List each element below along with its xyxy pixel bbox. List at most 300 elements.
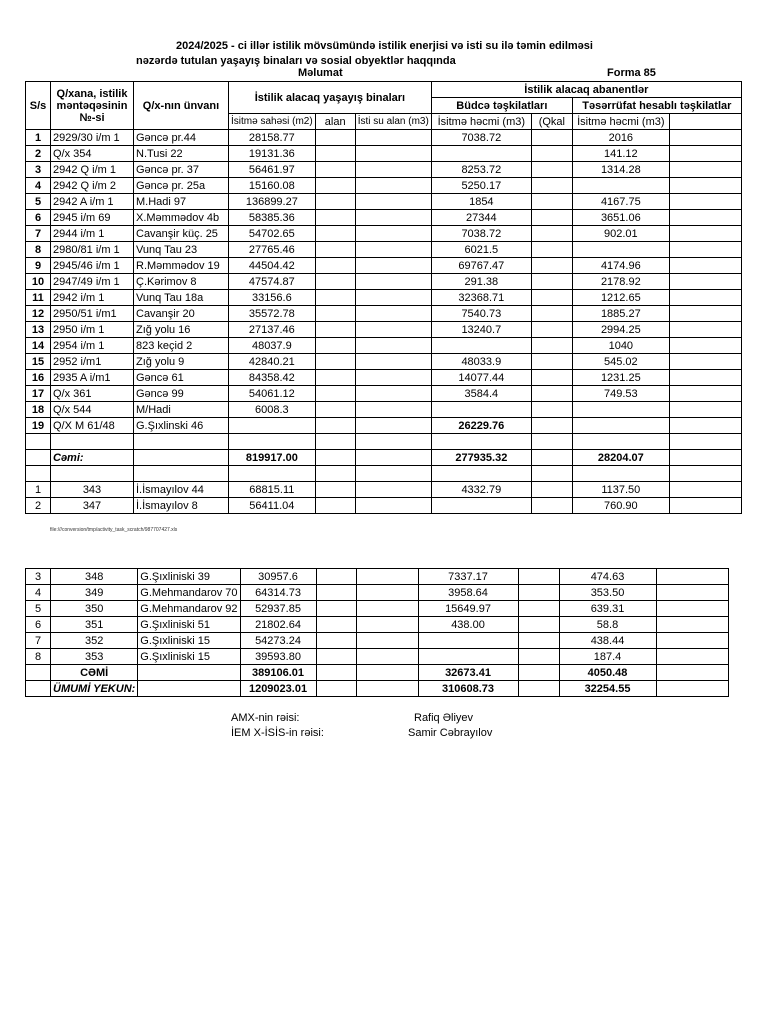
table-cell	[656, 601, 728, 617]
table-cell: Ç.Kərimov 8	[134, 274, 229, 290]
table-cell: Gəncə pr. 37	[134, 162, 229, 178]
table-cell	[229, 434, 316, 450]
table-cell	[431, 466, 531, 482]
table-cell: 4174.96	[572, 258, 669, 274]
table-cell: 2	[26, 146, 51, 162]
table-cell	[531, 354, 572, 370]
header-isti-su: İsti su alan (m3)	[355, 114, 431, 130]
table-cell: 58385.36	[229, 210, 316, 226]
table-cell	[669, 386, 741, 402]
table-cell: 349	[51, 585, 138, 601]
table-cell	[134, 450, 229, 466]
table-cell	[315, 402, 355, 418]
table-cell: G.Şıxliniski 15	[138, 633, 240, 649]
table-row	[26, 482, 742, 498]
table-cell	[531, 210, 572, 226]
second-table	[25, 568, 729, 697]
table-cell	[315, 466, 355, 482]
table-cell: 4050.48	[559, 665, 656, 681]
table-cell	[315, 450, 355, 466]
header-sahe: İsitmə sahəsi (m2)	[229, 114, 316, 130]
table-cell	[355, 210, 431, 226]
table-cell	[316, 649, 356, 665]
table-cell	[669, 338, 741, 354]
table-cell	[134, 466, 229, 482]
table-cell	[531, 466, 572, 482]
table-cell: 64314.73	[240, 585, 316, 601]
table-cell	[315, 258, 355, 274]
table-cell	[531, 306, 572, 322]
table-cell: 47574.87	[229, 274, 316, 290]
table-cell	[531, 290, 572, 306]
main-table	[25, 81, 742, 514]
amx-label: AMX-nin rəisi:	[231, 712, 300, 724]
table-cell: 48033.9	[431, 354, 531, 370]
table-cell: 1854	[431, 194, 531, 210]
table-row	[26, 418, 742, 434]
table-cell: Vunq Tau 18a	[134, 290, 229, 306]
table-cell	[669, 434, 741, 450]
table-cell: 343	[51, 482, 134, 498]
table-cell	[531, 322, 572, 338]
table-cell: 28204.07	[572, 450, 669, 466]
table-cell	[669, 482, 741, 498]
table-cell	[531, 402, 572, 418]
table-cell	[669, 354, 741, 370]
table-cell: 823 keçid 2	[134, 338, 229, 354]
table-cell: 389106.01	[240, 665, 316, 681]
table-cell: 5	[26, 194, 51, 210]
table-cell	[531, 498, 572, 514]
table-row	[26, 569, 729, 585]
table-cell	[355, 130, 431, 146]
table-cell: 310608.73	[418, 681, 518, 697]
table-cell: 350	[51, 601, 138, 617]
table-cell	[315, 434, 355, 450]
table-cell	[669, 290, 741, 306]
table-cell: X.Məmmədov 4b	[134, 210, 229, 226]
table-cell: 21802.64	[240, 617, 316, 633]
table-cell: Cavanşir 20	[134, 306, 229, 322]
table-cell: 54702.65	[229, 226, 316, 242]
table-cell	[316, 585, 356, 601]
table-cell: G.Mehmandarov 92	[138, 601, 240, 617]
table-cell	[315, 306, 355, 322]
table-cell	[669, 370, 741, 386]
table-cell	[315, 162, 355, 178]
table-cell: 1231.25	[572, 370, 669, 386]
table-cell: 30957.6	[240, 569, 316, 585]
table-cell: Q/x 361	[51, 386, 134, 402]
table-cell: 13240.7	[431, 322, 531, 338]
table-cell: 1137.50	[572, 482, 669, 498]
table-cell	[356, 681, 418, 697]
table-cell	[355, 306, 431, 322]
table-cell: 19	[26, 418, 51, 434]
table-cell	[531, 258, 572, 274]
forma-label: Forma 85	[607, 67, 656, 79]
table-cell: 2935 A i/m1	[51, 370, 134, 386]
table-cell	[355, 434, 431, 450]
table-cell	[315, 210, 355, 226]
table-cell	[356, 601, 418, 617]
table-cell	[518, 665, 559, 681]
table-cell: 8	[26, 242, 51, 258]
table-cell: 54061.12	[229, 386, 316, 402]
table-cell	[669, 466, 741, 482]
table-cell	[355, 386, 431, 402]
file-path: file:///conversion/tmp/activity_task_scratch/987707427.xls	[50, 527, 178, 533]
empty-row	[26, 466, 742, 482]
table-cell	[355, 354, 431, 370]
table-cell	[356, 569, 418, 585]
table-cell	[418, 633, 518, 649]
table-cell	[531, 482, 572, 498]
table-cell: 2950/51 i/m1	[51, 306, 134, 322]
header-empty	[669, 114, 741, 130]
table-cell: 8253.72	[431, 162, 531, 178]
table-cell	[531, 338, 572, 354]
table-cell: 33156.6	[229, 290, 316, 306]
table-cell	[531, 274, 572, 290]
table-cell: Q/X M 61/48	[51, 418, 134, 434]
table-cell: 2942 Q i/m 2	[51, 178, 134, 194]
table-cell	[669, 242, 741, 258]
table-cell	[656, 665, 728, 681]
table-cell	[355, 418, 431, 434]
table-cell	[431, 338, 531, 354]
header-ss: S/s	[26, 82, 51, 130]
table-cell: Gəncə pr. 25a	[134, 178, 229, 194]
table-cell: 2947/49 i/m 1	[51, 274, 134, 290]
table-cell: 291.38	[431, 274, 531, 290]
table-cell: 2980/81 i/m 1	[51, 242, 134, 258]
empty-row	[26, 434, 742, 450]
table-row	[26, 162, 742, 178]
table-cell	[26, 681, 51, 697]
table-cell	[315, 482, 355, 498]
table-cell	[669, 402, 741, 418]
table-cell	[315, 418, 355, 434]
table-cell	[355, 162, 431, 178]
table-cell: 54273.24	[240, 633, 316, 649]
table-cell: 1314.28	[572, 162, 669, 178]
table-cell	[355, 274, 431, 290]
table-cell: 27137.46	[229, 322, 316, 338]
table-cell: 42840.21	[229, 354, 316, 370]
table-row	[26, 354, 742, 370]
table-cell: 347	[51, 498, 134, 514]
table-cell: 353.50	[559, 585, 656, 601]
table-cell: 15649.97	[418, 601, 518, 617]
table-cell	[531, 434, 572, 450]
table-cell	[26, 434, 51, 450]
table-row	[26, 386, 742, 402]
table-cell: 2950 i/m 1	[51, 322, 134, 338]
header-alan: alan	[315, 114, 355, 130]
table-cell	[431, 402, 531, 418]
table-row	[26, 370, 742, 386]
table-cell	[669, 258, 741, 274]
table-row	[26, 242, 742, 258]
table-cell: Q/x 354	[51, 146, 134, 162]
table-cell	[669, 162, 741, 178]
table-cell: 16	[26, 370, 51, 386]
table-cell: 2942 A i/m 1	[51, 194, 134, 210]
table-cell: Cəmi:	[51, 450, 134, 466]
table-row	[26, 649, 729, 665]
table-cell: 7038.72	[431, 226, 531, 242]
table-cell	[518, 649, 559, 665]
table-cell	[315, 322, 355, 338]
table-cell	[531, 162, 572, 178]
header-teserrufat: Təsərrüfat hesablı təşkilatlar	[572, 98, 741, 114]
table-cell	[356, 665, 418, 681]
table-cell	[431, 434, 531, 450]
table-cell	[531, 242, 572, 258]
table-cell: CƏMİ	[51, 665, 138, 681]
table-cell: ÜMUMİ YEKUN:	[51, 681, 138, 697]
table-cell	[355, 482, 431, 498]
table-cell	[356, 585, 418, 601]
table-cell: 351	[51, 617, 138, 633]
table-cell: 6	[26, 210, 51, 226]
table-cell: 6008.3	[229, 402, 316, 418]
table-cell: 1885.27	[572, 306, 669, 322]
table-cell	[316, 601, 356, 617]
table-cell: 7337.17	[418, 569, 518, 585]
table-cell	[518, 633, 559, 649]
table-row	[26, 402, 742, 418]
table-cell	[315, 146, 355, 162]
table-cell: 2994.25	[572, 322, 669, 338]
table-cell	[572, 242, 669, 258]
table-cell: 277935.32	[431, 450, 531, 466]
table-cell	[431, 498, 531, 514]
table-cell: 2952 i/m1	[51, 354, 134, 370]
table-row	[26, 585, 729, 601]
table-cell: 15	[26, 354, 51, 370]
table-cell: 9	[26, 258, 51, 274]
table-cell	[531, 146, 572, 162]
table-cell: 7	[26, 633, 51, 649]
table-cell: N.Tusi 22	[134, 146, 229, 162]
subtotal-row	[26, 665, 729, 681]
table-row	[26, 274, 742, 290]
table-cell: M/Hadi	[134, 402, 229, 418]
table-cell: 474.63	[559, 569, 656, 585]
table-cell	[669, 146, 741, 162]
header-yasayis: İstilik alacaq yaşayış binaları	[229, 82, 432, 114]
table-row	[26, 290, 742, 306]
table-cell: 39593.80	[240, 649, 316, 665]
table-cell	[26, 466, 51, 482]
table-cell	[669, 274, 741, 290]
table-cell	[355, 338, 431, 354]
table-cell	[669, 498, 741, 514]
header-qkal: (Qkal	[531, 114, 572, 130]
table-cell: Vunq Tau 23	[134, 242, 229, 258]
table-cell	[531, 178, 572, 194]
table-cell: 141.12	[572, 146, 669, 162]
table-cell: 17	[26, 386, 51, 402]
table-cell	[656, 633, 728, 649]
table-cell: Zığ yolu 9	[134, 354, 229, 370]
table-cell: 2929/30 i/m 1	[51, 130, 134, 146]
table-cell	[315, 226, 355, 242]
table-cell: 3958.64	[418, 585, 518, 601]
table-row	[26, 226, 742, 242]
table-cell: 27344	[431, 210, 531, 226]
table-cell	[316, 681, 356, 697]
grand-total-row	[26, 681, 729, 697]
table-cell: 6	[26, 617, 51, 633]
table-cell	[656, 617, 728, 633]
table-cell: 348	[51, 569, 138, 585]
table-cell: 3651.06	[572, 210, 669, 226]
malumat-label: Məlumat	[298, 67, 343, 79]
table-cell	[518, 569, 559, 585]
table-cell: 2	[26, 498, 51, 514]
table-cell: 2016	[572, 130, 669, 146]
table-cell: 56411.04	[229, 498, 316, 514]
table-cell	[669, 178, 741, 194]
table-row	[26, 617, 729, 633]
header-qxana: Q/xana, istilik məntəqəsinin №-si	[51, 82, 134, 130]
table-cell	[355, 402, 431, 418]
table-cell: 902.01	[572, 226, 669, 242]
header-hecm-2: İsitmə həcmi (m3)	[572, 114, 669, 130]
table-cell	[518, 585, 559, 601]
table-cell: 545.02	[572, 354, 669, 370]
table-cell	[531, 130, 572, 146]
table-cell	[669, 306, 741, 322]
table-cell	[229, 466, 316, 482]
table-row	[26, 194, 742, 210]
table-cell: M.Hadi 97	[134, 194, 229, 210]
table-cell: 12	[26, 306, 51, 322]
table-cell	[355, 226, 431, 242]
table-cell: 1	[26, 130, 51, 146]
table-cell	[531, 370, 572, 386]
table-cell: 15160.08	[229, 178, 316, 194]
amx-name: Rafiq Əliyev	[414, 712, 474, 724]
table-cell	[355, 322, 431, 338]
table-row	[26, 633, 729, 649]
table-cell: 27765.46	[229, 242, 316, 258]
header-hecm-1: İsitmə həcmi (m3)	[431, 114, 531, 130]
table-row	[26, 258, 742, 274]
table-cell: 32368.71	[431, 290, 531, 306]
table-cell: 48037.9	[229, 338, 316, 354]
table-cell: 2945 i/m 69	[51, 210, 134, 226]
table-cell	[51, 434, 134, 450]
table-cell: G.Şıxliniski 15	[138, 649, 240, 665]
table-cell	[315, 194, 355, 210]
table-cell	[138, 681, 240, 697]
table-row	[26, 601, 729, 617]
table-cell: G.Şıxlinski 46	[134, 418, 229, 434]
table-cell	[572, 178, 669, 194]
table-cell: 1	[26, 482, 51, 498]
table-cell: 4167.75	[572, 194, 669, 210]
table-cell: 44504.42	[229, 258, 316, 274]
table-cell	[355, 498, 431, 514]
table-cell	[26, 665, 51, 681]
table-cell	[669, 322, 741, 338]
table-cell	[531, 450, 572, 466]
table-cell: 7540.73	[431, 306, 531, 322]
table-row	[26, 178, 742, 194]
table-cell: Gəncə 99	[134, 386, 229, 402]
table-row	[26, 210, 742, 226]
table-cell	[355, 450, 431, 466]
table-cell	[356, 617, 418, 633]
table-cell	[669, 226, 741, 242]
table-cell: 13	[26, 322, 51, 338]
table-cell: 14	[26, 338, 51, 354]
table-cell: 4332.79	[431, 482, 531, 498]
table-cell: 639.31	[559, 601, 656, 617]
table-cell	[316, 569, 356, 585]
table-cell	[572, 466, 669, 482]
table-cell	[315, 274, 355, 290]
table-cell	[518, 681, 559, 697]
table-cell	[669, 418, 741, 434]
table-cell	[669, 210, 741, 226]
table-cell: İ.İsmayılov 44	[134, 482, 229, 498]
table-cell	[355, 258, 431, 274]
table-cell	[669, 194, 741, 210]
table-cell	[431, 146, 531, 162]
table-cell: 84358.42	[229, 370, 316, 386]
table-cell	[531, 386, 572, 402]
table-cell	[315, 290, 355, 306]
table-cell: 1040	[572, 338, 669, 354]
table-cell: 1209023.01	[240, 681, 316, 697]
table-cell	[355, 466, 431, 482]
table-cell	[315, 338, 355, 354]
table-cell	[355, 194, 431, 210]
table-cell: 69767.47	[431, 258, 531, 274]
table-cell: R.Məmmədov 19	[134, 258, 229, 274]
table-cell: 353	[51, 649, 138, 665]
table-row	[26, 130, 742, 146]
table-cell: 438.44	[559, 633, 656, 649]
table-cell: 19131.36	[229, 146, 316, 162]
table-cell	[355, 146, 431, 162]
iem-name: Samir Cəbrayılov	[408, 727, 493, 739]
table-cell: Zığ yolu 16	[134, 322, 229, 338]
table-row	[26, 498, 742, 514]
table-cell: 2178.92	[572, 274, 669, 290]
table-cell: 28158.77	[229, 130, 316, 146]
table-cell	[51, 466, 134, 482]
table-cell: 3	[26, 162, 51, 178]
table-cell	[355, 178, 431, 194]
table-row	[26, 306, 742, 322]
table-cell	[355, 242, 431, 258]
table-cell: 5250.17	[431, 178, 531, 194]
table-cell: 18	[26, 402, 51, 418]
table-cell: 352	[51, 633, 138, 649]
table-cell: 26229.76	[431, 418, 531, 434]
table-cell	[26, 450, 51, 466]
table-cell	[656, 569, 728, 585]
table-cell	[315, 178, 355, 194]
table-cell: Gəncə pr.44	[134, 130, 229, 146]
iem-label: İEM X-İSİS-in rəisi:	[231, 727, 324, 739]
